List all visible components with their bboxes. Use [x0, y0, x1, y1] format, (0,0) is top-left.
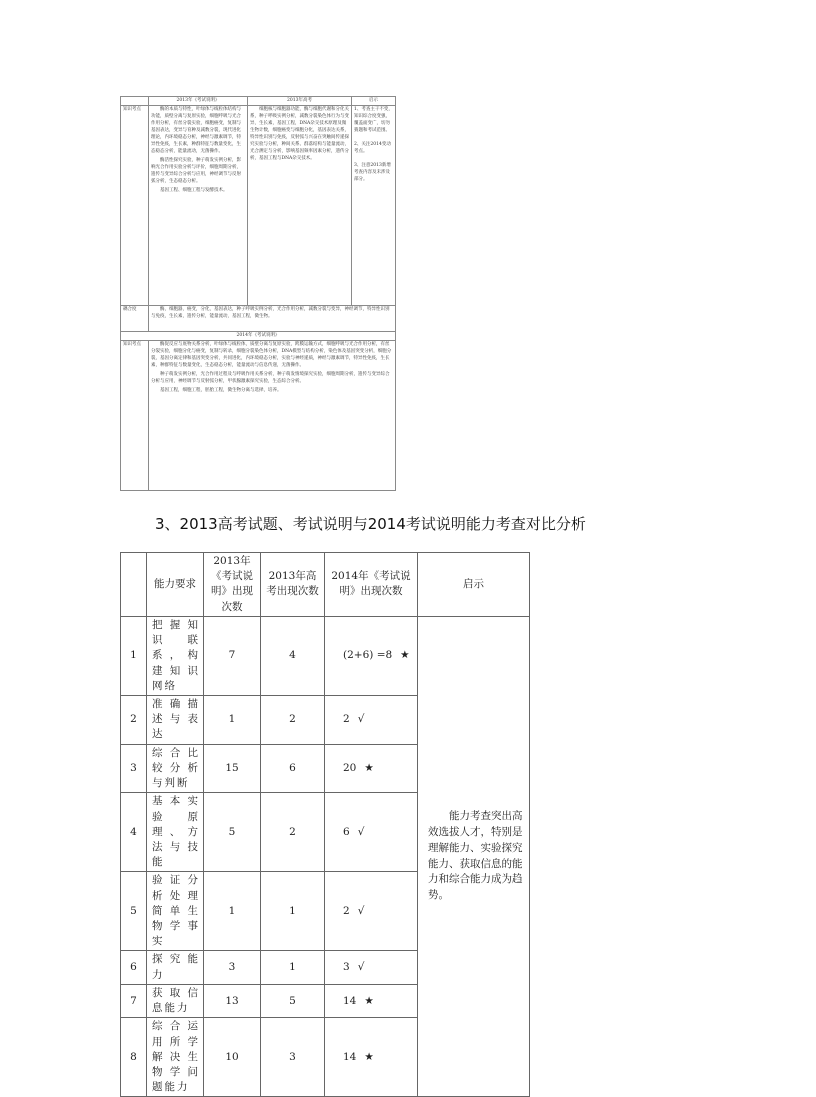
count-2014-syllabus: 14 [343, 994, 357, 1007]
count-2014-syllabus: (2+6) =8 [343, 649, 393, 662]
count-2013-syllabus: 10 [204, 1018, 261, 1097]
syllabus-2014-para: 种子萌发实例分析，光合作用过程及与呼吸作用关系分析，种子萌发情境探究实验，细胞周期分析，遗传与变异综合分析与应用，神经调节与反射弧分析，甲状腺激素探究实验，生态综合分析。 [151, 371, 390, 384]
header-index [121, 553, 147, 617]
syllabus-2014-cell [149, 341, 396, 491]
check-icon: √ [357, 961, 365, 974]
row-number: 4 [121, 793, 147, 872]
check-icon: √ [357, 904, 365, 917]
star-icon: ★ [400, 649, 410, 662]
table-row [121, 616, 530, 695]
count-2013-exam: 5 [261, 984, 325, 1017]
section-heading: 3、2013高考试题、考试说明与2014考试说明能力考查对比分析 [155, 515, 586, 533]
count-2013-syllabus: 15 [204, 744, 261, 793]
ability-name: 把握知识联系，构建知识网络 [147, 616, 204, 695]
count-2013-exam: 2 [261, 793, 325, 872]
insight-text: 能力考查突出高效选拔人才，特别是理解能力、实验探究能力、获取信息的能力和综合能力成为趋势。 [428, 810, 523, 902]
row-label-coupling: 耦合度 [121, 306, 149, 332]
row-number: 5 [121, 872, 147, 951]
syllabus-2013-para: 酶活性探究实验，种子萌发实例分析，影响光合作用实验分析与评价，细胞周期分析，遗传与变异综合分析与应用，神经调节与反射弧分析，生态稳态分析。 [151, 157, 241, 184]
insight-note: 3、注意2013新增考查内容及未涉及部分。 [354, 162, 391, 182]
ability-name: 获取信息能力 [147, 984, 204, 1017]
header-2013-exam: 2013年高考 [248, 97, 352, 106]
row-number: 3 [121, 744, 147, 793]
count-2014-syllabus-cell [325, 1018, 418, 1097]
header-2013-exam-count: 2013年高考出现次数 [261, 553, 325, 617]
exam-2013-para: 细胞核与细胞器功能，酶与细胞代谢和分化关系，种子呼吸实例分析，减数分裂染色体行为与变异，生长素，基因工程，DNA杂交技术原理及微生物计数，细胞癌变与细胞分化，基因表达关系，特异性识别与免疫，反射弧与兴奋在突触间传递探究实验与分析，种间关系、群落结构与能量流动，光合测定与分析，影响基因频率因素分析，遗传分析，基因工程与DNA杂交技术。 [250, 107, 349, 161]
count-2014-syllabus-cell [325, 872, 418, 951]
count-2014-syllabus-cell [325, 744, 418, 793]
count-2014-syllabus: 20 [343, 761, 357, 774]
syllabus-2014-para: 基因工程，细胞工程，胚胎工程，微生物分离与选择，培养。 [160, 387, 282, 393]
row-number: 7 [121, 984, 147, 1017]
count-2014-syllabus: 14 [343, 1050, 357, 1063]
count-2014-syllabus-cell [325, 695, 418, 744]
insight-cell [352, 106, 396, 306]
count-2013-exam: 6 [261, 744, 325, 793]
count-2014-syllabus-cell [325, 984, 418, 1017]
count-2014-syllabus: 2 [343, 713, 350, 726]
ability-name: 探究能力 [147, 951, 204, 984]
syllabus-2013-cell [149, 106, 248, 306]
star-icon: ★ [364, 761, 374, 774]
count-2013-syllabus: 1 [204, 695, 261, 744]
header-2014-syllabus-count: 2014年《考试说明》出现次数 [325, 553, 418, 617]
count-2013-exam: 1 [261, 872, 325, 951]
header-insight: 启示 [418, 553, 530, 617]
row-number: 6 [121, 951, 147, 984]
row-label-knowledge: 知识考点 [121, 106, 149, 306]
coupling-text: 酶，细胞器，癌变，分化，基因表达，种子呼吸实例分析，光合作用分析，减数分裂与变异，神经调节，特异性识别与免疫，生长素，遗传分析，能量流动，基因工程，微生物。 [151, 307, 390, 319]
ability-name: 综合运用所学解决生物学问题能力 [147, 1018, 204, 1097]
count-2014-syllabus-cell [325, 616, 418, 695]
corner-cell [121, 97, 149, 106]
star-icon: ★ [364, 1050, 374, 1063]
header-ability: 能力要求 [147, 553, 204, 617]
insight-cell [418, 616, 530, 1097]
check-icon: √ [357, 825, 365, 838]
count-2014-syllabus-cell [325, 793, 418, 872]
count-2014-syllabus-cell [325, 951, 418, 984]
count-2014-syllabus: 2 [343, 904, 350, 917]
count-2013-syllabus: 1 [204, 872, 261, 951]
exam-2013-cell [248, 106, 352, 306]
syllabus-2014-para: 酶促反应与底物关系分析，叶绿体与线粒体，质壁分离与复原实验，跨膜运输方式，细胞呼吸与光合作用分析，有丝分裂实验，细胞分化与癌变，复制与转录，细胞分裂染色体分析，DNA模型与结构分析，染色体及基因突变分析，细胞分裂，基因分离定律和基因突变分析，共同进化，内环境稳态分析，实验与神经递质，神经与激素调节，特异性免疫，生长素，种群特征与数量变化，生态稳态分析，能量流动与信息传递，无菌操作。 [151, 342, 392, 368]
count-2013-exam: 4 [261, 616, 325, 695]
ability-name: 验证分析处理简单生物学事实 [147, 872, 204, 951]
count-2013-syllabus: 7 [204, 616, 261, 695]
header-2013-syllabus: 2013年《考试说明》 [149, 97, 248, 106]
coupling-cell [149, 306, 396, 332]
count-2014-syllabus: 3 [343, 961, 350, 974]
ability-name: 准确描述与表达 [147, 695, 204, 744]
count-2013-exam: 2 [261, 695, 325, 744]
header-2013-syllabus-count: 2013年《考试说明》出现次数 [204, 553, 261, 617]
ability-comparison-table [120, 552, 530, 1097]
syllabus-2013-para: 基因工程、细胞工程与发酵技术。 [160, 187, 228, 193]
check-icon: √ [357, 713, 365, 726]
ability-name: 基本实验原理、方法与技能 [147, 793, 204, 872]
count-2013-exam: 1 [261, 951, 325, 984]
insight-note: 1、考查主干不变，知识综合度变强，覆盖面变广，切勿猜题和考试范围。 [354, 107, 393, 133]
insight-note: 2、关注2014变动考点。 [354, 141, 391, 154]
row-number: 2 [121, 695, 147, 744]
row-number: 1 [121, 616, 147, 695]
count-2014-syllabus: 6 [343, 825, 350, 838]
knowledge-comparison-table [120, 96, 396, 491]
count-2013-syllabus: 13 [204, 984, 261, 1017]
count-2013-exam: 3 [261, 1018, 325, 1097]
count-2013-syllabus: 5 [204, 793, 261, 872]
header-2014-syllabus: 2014年《考试说明》 [121, 332, 396, 341]
count-2013-syllabus: 3 [204, 951, 261, 984]
ability-name: 综合比较分析与判断 [147, 744, 204, 793]
row-label-knowledge-2014: 知识考点 [121, 341, 149, 491]
star-icon: ★ [364, 994, 374, 1007]
syllabus-2013-para: 酶的本质与特性，叶绿体与线粒体结构与功能，质壁分离与复原实验，细胞呼吸与光合作用分析，有丝分裂实验，细胞癌变，复制与基因表达，变异与育种及减数分裂，现代进化理论，内环境稳态分析，神经与激素调节，特异性免疫，生长素，种群特征与数量变化，生态稳态分析，能量流动，无菌操作。 [151, 107, 241, 154]
row-number: 8 [121, 1018, 147, 1097]
header-insight: 启示 [352, 97, 396, 106]
